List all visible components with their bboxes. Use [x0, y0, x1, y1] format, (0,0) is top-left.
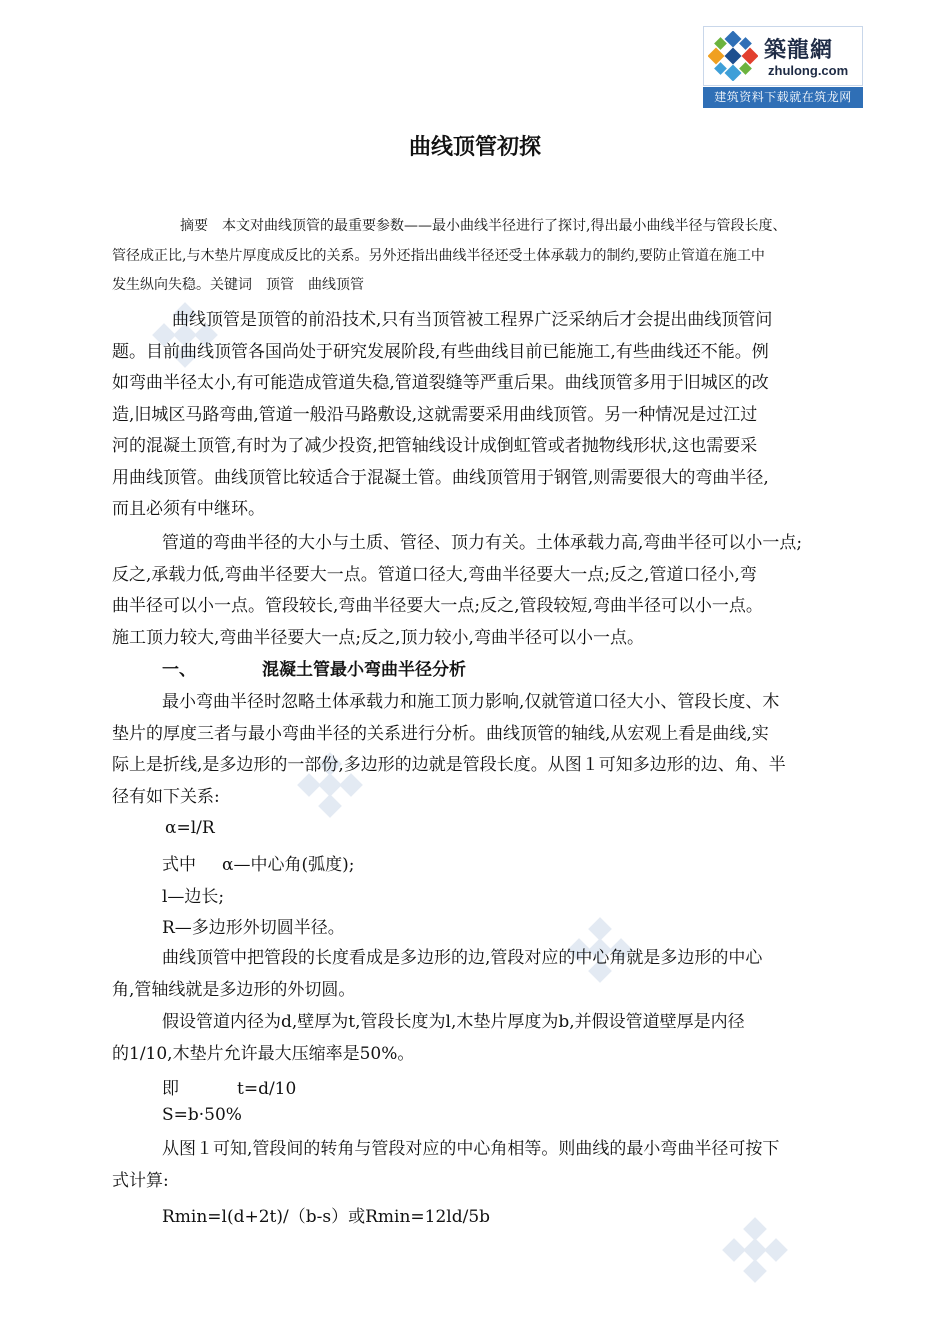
where-alpha: α—中心角(弧度);: [222, 855, 355, 875]
paragraph-line: 最小弯曲半径时忽略土体承载力和施工顶力影响,仅就管道口径大小、管段长度、木: [162, 692, 780, 712]
paragraph-line: 式计算:: [112, 1170, 169, 1191]
where-l: l—边长;: [162, 887, 225, 907]
abstract-line: 摘要 本文对曲线顶管的最重要参数——最小曲线半径进行了探讨,得出最小曲线半径与管段长度、: [180, 218, 787, 234]
paragraph-line: 造,旧城区马路弯曲,管道一般沿马路敷设,这就需要采用曲线顶管。另一种情况是过江过: [112, 404, 758, 425]
paragraph-2: [112, 528, 864, 654]
where-line: [162, 850, 354, 875]
paragraph-line: 河的混凝土顶管,有时为了减少投资,把管轴线设计成倒虹管或者抛物线形状,这也需要采: [112, 436, 758, 456]
paragraph-line: 曲线顶管是顶管的前沿技术,只有当顶管被工程界广泛采纳后才会提出曲线顶管问: [172, 310, 773, 330]
formula-t-expr: t=d/10: [237, 1079, 297, 1099]
paragraph-line: 管道的弯曲半径的大小与土质、管径、顶力有关。土体承载力高,弯曲半径可以小一点;: [162, 533, 803, 553]
paragraph-line: 题。目前曲线顶管各国尚处于研究发展阶段,有些曲线目前已能施工,有些曲线还不能。例: [112, 341, 769, 362]
logo-panel: [703, 26, 863, 86]
paragraph-line: 从图１可知,管段间的转角与管段对应的中心角相等。则曲线的最小弯曲半径可按下: [162, 1139, 780, 1159]
paragraph-line: 际上是折线,是多边形的一部份,多边形的边就是管段长度。从图１可知多边形的边、角、半: [112, 755, 786, 775]
paragraph-line: 而且必须有中继环。: [112, 499, 265, 519]
paragraph-line: 反之,承载力低,弯曲半径要大一点。管道口径大,弯曲半径要大一点;反之,管道口径小,弯: [112, 564, 757, 585]
paragraph-5: [112, 1007, 864, 1070]
section-number: 一、: [162, 660, 196, 680]
paragraph-1: [112, 305, 864, 526]
formula-label: 即: [162, 1079, 179, 1099]
where-R: R—多边形外切圆半径。: [162, 918, 345, 938]
paragraph-line: 施工顶力较大,弯曲半径要大一点;反之,顶力较小,弯曲半径可以小一点。: [112, 627, 644, 648]
paragraph-line: 用曲线顶管。曲线顶管比较适合于混凝土管。曲线顶管用于钢管,则需要很大的弯曲半径,: [112, 467, 769, 488]
paragraph-line: 径有如下关系:: [112, 786, 220, 807]
paragraph-line: 角,管轴线就是多边形的外切圆。: [112, 979, 356, 1000]
paragraph-4: [112, 943, 864, 1006]
where-label: 式中: [162, 855, 196, 875]
paragraph-line: 如弯曲半径太小,有可能造成管道失稳,管道裂缝等严重后果。曲线顶管多用于旧城区的改: [112, 373, 769, 393]
abstract-line: 发生纵向失稳。关键词 顶管 曲线顶管: [112, 277, 364, 293]
abstract-line: 管径成正比,与木垫片厚度成反比的关系。另外还指出曲线半径还受土体承载力的制约,要防止管道在施工中: [112, 247, 765, 264]
logo-domain: zhulong.com: [768, 63, 849, 78]
formula-s: S=b·50%: [162, 1105, 242, 1125]
abstract: [112, 212, 864, 301]
formula-t: [162, 1074, 296, 1099]
paragraph-line: 垫片的厚度三者与最小弯曲半径的关系进行分析。曲线顶管的轴线,从宏观上看是曲线,实: [112, 723, 769, 744]
paragraph-line: 的1/10,木垫片允许最大压缩率是50%。: [112, 1043, 415, 1064]
section-heading: [162, 655, 466, 680]
zhulong-logo[interactable]: [703, 26, 863, 108]
document-title: 曲线顶管初探: [408, 135, 541, 160]
paragraph-line: 曲半径可以小一点。管段较长,弯曲半径要大一点;反之,管段较短,弯曲半径可以小一点。: [112, 596, 763, 616]
paragraph-6: [112, 1134, 864, 1197]
watermark-icon: [720, 1215, 790, 1285]
section-title: 混凝土管最小弯曲半径分析: [262, 660, 466, 680]
paragraph-line: 假设管道内径为d,壁厚为t,管段长度为l,木垫片厚度为b,并假设管道壁厚是内径: [162, 1012, 745, 1032]
formula-alpha: α=l/R: [165, 818, 215, 838]
snowflake-logo-icon: [708, 31, 758, 81]
formula-rmin: Rmin=l(d+2t)/（b-s）或Rmin=12ld/5b: [162, 1207, 491, 1227]
paragraph-line: 曲线顶管中把管段的长度看成是多边形的边,管段对应的中心角就是多边形的中心: [162, 948, 763, 968]
paragraph-3: [112, 687, 864, 813]
logo-name: 築龍網: [764, 38, 834, 63]
logo-tagline: 建筑资料下载就在筑龙网: [703, 87, 863, 108]
